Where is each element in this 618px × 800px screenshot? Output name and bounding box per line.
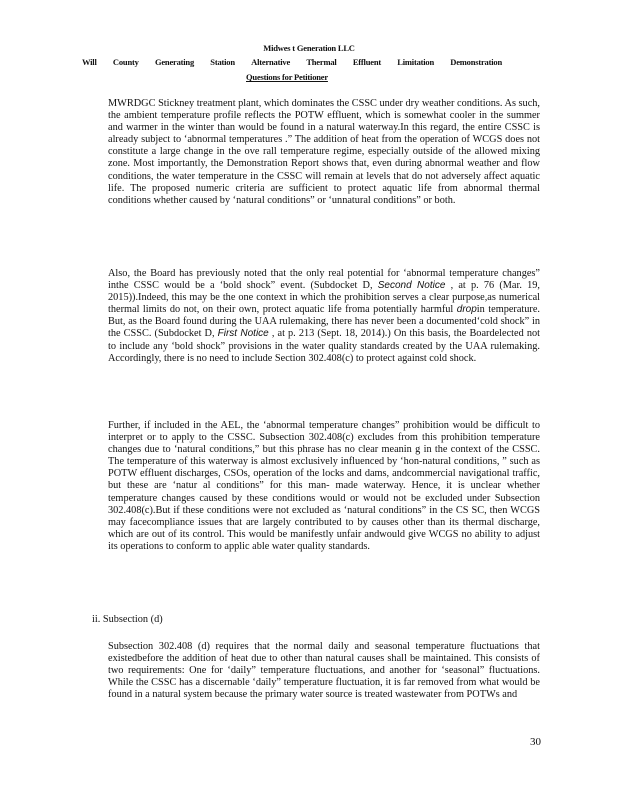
header-word: Will: [82, 57, 97, 67]
emphasis-drop: drop: [456, 304, 477, 316]
paragraph-2: [108, 268, 540, 365]
citation-first-notice: First Notice: [217, 328, 269, 340]
subheading-subsection-d: ii. Subsection (d): [92, 614, 163, 625]
header-word: Thermal: [306, 57, 337, 67]
header-word: Demonstration: [450, 57, 502, 67]
header-word: Generating: [154, 57, 195, 67]
page-number: 30: [530, 736, 541, 748]
header-line-3: Questions for Petitioner: [246, 72, 328, 82]
header-word: Limitation: [397, 57, 434, 67]
header-word: County: [112, 57, 139, 67]
header-word: Station: [210, 57, 235, 67]
paragraph-2-text: Also, the Board has previously noted that the only real potential for ‘abnormal temperature changes” inthe CSSC would be a ‘bold shock” event. (Subdocket D,: [108, 268, 540, 292]
paragraph-1: MWRDGC Stickney treatment plant, which dominates the CSSC under dry weather conditions. As such, the ambient temperature profile reflects the POTW effluent, which is somewhat cooler in the summer and warmer in the winter than would be found in a natural waterway.In this regard, the entire CSSC is already subject to ‘abnormal temperatures .” The addition of heat from the operation of WCGS does not constitute a large change in the ove rall temperature regime, especially outside of the allowed mixing zone. Most importantly, the Demonstration Report shows that, even during abnormal weather and flow conditions, the water temperature in the CSSC will remain at levels that do not adversely affect aquatic life. The proposed numeric criteria are sufficient to protect aquatic life from abnormal thermal conditions whether caused by ‘natural conditions” or ‘unnatural conditions” or both.: [108, 98, 540, 206]
paragraph-4: Subsection 302.408 (d) requires that the normal daily and seasonal temperature fluctuations that existedbefore the addition of heat due to other than natural causes shall be maintained. This consists of two requirements: One for ‘daily” temperature fluctuations, and another for ‘seasonal” fluctuations. While the CSSC has a discernable ‘daily” temperature fluctuation, it is far removed from what would be found in a natural system because the primary water source is treated wastewater from POTWs and: [108, 641, 540, 701]
header-word: Effluent: [352, 57, 381, 67]
paragraph-3: Further, if included in the AEL, the ‘abnormal temperature changes” prohibition would be difficult to interpret or to apply to the CSSC. Subsection 302.408(c) excludes from this prohibition temperature changes due to ‘natural conditions,” but this phrase has no clear meanin g in the context of the CSSC. The temperature of this waterway is almost exclusively influenced by ‘hon-natural conditions, ” such as POTW effluent discharges, CSOs, operation of the locks and dams, andcommercial navigational traffic, but these are ‘natur al conditions” for this man- made waterway. Hence, it is unclear whether temperature changes caused by these conditions would or would not be excluded under Subsection 302.408(c).But if these conditions were not excluded as ‘natural conditions” in the CS SC, then WCGS may facecompliance issues that are largely contributed to by causes other than its thermal discharge, which are out of its control. This would be manifestly unfair andwould give WCGS no ability to adjust its operations to conform to applic able water quality standards.: [108, 420, 540, 552]
paragraph-2-text: , at p. 213 (Sept. 18, 2014).) On this basis, the Boardelected not to include any ‘bold shock” provisions in the water quality standards created by the UAA rulemaking. Accordingly, there is no need to include Section 302.408(c) to protect against cold shock.: [108, 328, 541, 364]
header-line-1: Midwes t Generation LLC: [263, 43, 355, 53]
citation-second-notice: Second Notice: [377, 280, 446, 292]
header-line-2: [82, 57, 502, 67]
paragraph-2-text: in temperature. But, as the Board found during the UAA rulemaking, there has never been a documented‘cold shock” in the CSSC. (Subdocket D,: [108, 304, 540, 340]
paragraph-2-text: , at p. 76 (Mar. 19, 2015)).Indeed, this may be the one context in which the prohibition serves a clear purpose,as numerical thermal limits do not, on their own, protect aquatic life froma potentially harmful: [108, 280, 540, 316]
header-word: Alternative: [251, 57, 291, 67]
